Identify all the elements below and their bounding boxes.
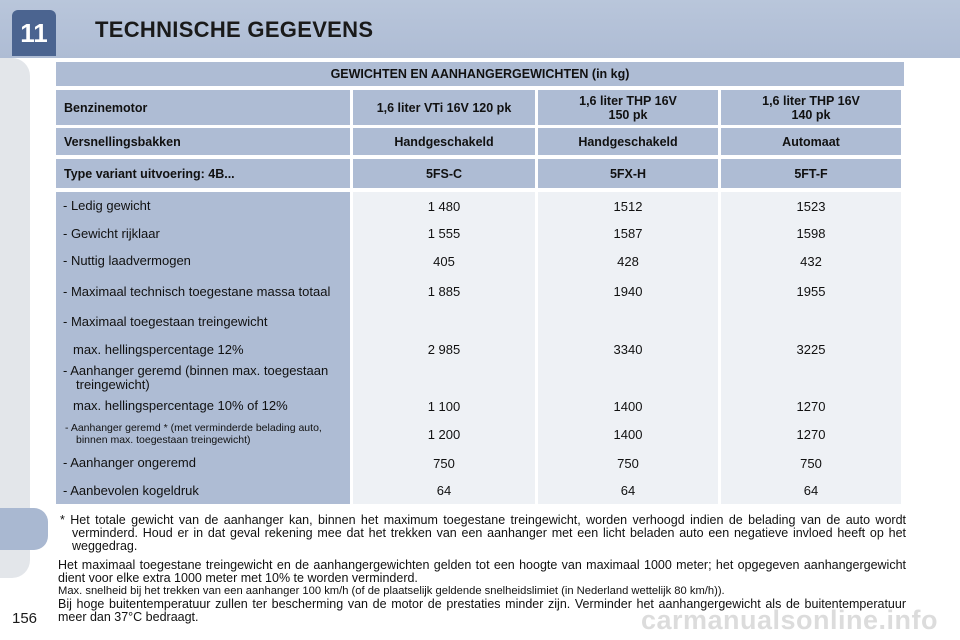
label-column [56, 192, 350, 504]
data-block [56, 192, 904, 504]
type-col-1: 5FS-C [353, 159, 535, 188]
cell: 1 480 [427, 198, 461, 214]
cell: 1 555 [427, 226, 461, 241]
cell: 750 [800, 455, 822, 471]
cell: 1270 [796, 426, 826, 442]
cell: 1400 [613, 398, 643, 414]
cell: 1400 [613, 426, 643, 442]
cell: 428 [617, 253, 639, 269]
cell: 3225 [796, 342, 826, 357]
row-label: - Aanhanger geremd (binnen max. toegestaan treingewicht) [63, 363, 329, 392]
page-title: TECHNISCHE GEGEVENS [95, 17, 374, 42]
note-temperature: Bij hoge buitentemperatuur zullen ter bescherming van de motor de prestaties minder zijn. Verminder het aanhangergewicht als de buitentemperatuur meer dan 37°C bedraagt. [58, 597, 906, 624]
cell: 1523 [796, 198, 826, 214]
cell [721, 363, 901, 393]
gearbox-col-2: Handgeschakeld [538, 128, 718, 155]
cell: 432 [800, 253, 822, 269]
row-label: - Maximaal technisch toegestane massa totaal [63, 283, 331, 299]
cell: 1512 [613, 198, 643, 214]
page-number: 156 [12, 610, 38, 627]
cell [721, 308, 901, 336]
row-label: - Gewicht rijklaar [63, 225, 160, 241]
footnote: * Het totale gewicht van de aanhanger kan, binnen het maximum toegestane treingewicht, worden verhoogd indien de belading van de auto wordt verminderd. Houd er in dat geval rekening mee dat het trekken van een aanhanger met een licht beladen auto een negatieve invloed heeft op het weggedrag. [60, 513, 906, 553]
cell: 1 100 [427, 398, 461, 414]
engine-row [56, 90, 904, 125]
value-column-3 [721, 192, 901, 504]
engine-label: Benzinemotor [56, 90, 350, 125]
side-tab [0, 508, 48, 550]
row-label: - Ledig gewicht [63, 198, 151, 213]
gearbox-label: Versnellingsbakken [56, 128, 350, 155]
gearbox-col-1: Handgeschakeld [353, 128, 535, 155]
cell: 2 985 [427, 342, 461, 357]
cell: 1940 [613, 284, 643, 299]
cell: 1270 [796, 398, 826, 414]
type-label: Type variant uitvoering: 4B... [56, 159, 350, 188]
cell [353, 308, 535, 336]
cell [353, 363, 535, 393]
value-column-1 [353, 192, 535, 504]
row-label: - Aanhanger ongeremd [63, 455, 196, 470]
type-col-3: 5FT-F [721, 159, 901, 188]
note-altitude: Het maximaal toegestane treingewicht en de aanhangergewichten gelden tot een hoogte van maximaal 1000 meter; het opgegeven aanhangergewicht dient voor elke extra 1000 meter met 10% te worden verminderd. [58, 558, 906, 585]
watermark: carmanualsonline.info [640, 605, 938, 635]
row-label: - Aanhanger geremd * (met verminderde belading auto, binnen max. toegestaan treingewicht) [65, 422, 322, 446]
gearbox-row [56, 128, 904, 155]
note-speed: Max. snelheid bij het trekken van een aanhanger 100 km/h (of de plaatselijk geldende snelheidslimiet (in Nederland wettelijk 80 km/h)). [58, 585, 725, 597]
cell: 1 885 [427, 284, 461, 299]
cell: 1587 [613, 226, 643, 241]
cell [538, 308, 718, 336]
cell: 64 [620, 483, 636, 498]
engine-col-1: 1,6 liter VTi 16V 120 pk [353, 90, 535, 125]
cell: 64 [803, 483, 819, 498]
side-band [0, 58, 30, 578]
cell: 3340 [613, 342, 643, 357]
cell: 405 [433, 253, 455, 269]
row-label: - Nuttig laadvermogen [63, 253, 191, 268]
row-label: - Maximaal toegestaan treingewicht [63, 314, 268, 329]
cell: 1955 [796, 284, 826, 299]
row-label: - Aanbevolen kogeldruk [63, 482, 199, 498]
cell: 1598 [796, 226, 826, 241]
row-label: max. hellingspercentage 10% of 12% [73, 398, 288, 413]
engine-col-2: 1,6 liter THP 16V 150 pk [538, 90, 718, 125]
chapter-badge: 11 [12, 10, 56, 56]
type-row [56, 159, 904, 188]
row-label: max. hellingspercentage 12% [73, 341, 244, 357]
weights-table [56, 62, 904, 504]
cell: 64 [436, 483, 452, 498]
value-column-2 [538, 192, 718, 504]
cell: 750 [433, 455, 455, 471]
cell: 750 [617, 455, 639, 471]
table-title: GEWICHTEN EN AANHANGERGEWICHTEN (in kg) [56, 62, 904, 86]
cell: 1 200 [427, 426, 461, 442]
engine-col-3: 1,6 liter THP 16V 140 pk [721, 90, 901, 125]
cell [538, 363, 718, 393]
gearbox-col-3: Automaat [721, 128, 901, 155]
type-col-2: 5FX-H [538, 159, 718, 188]
